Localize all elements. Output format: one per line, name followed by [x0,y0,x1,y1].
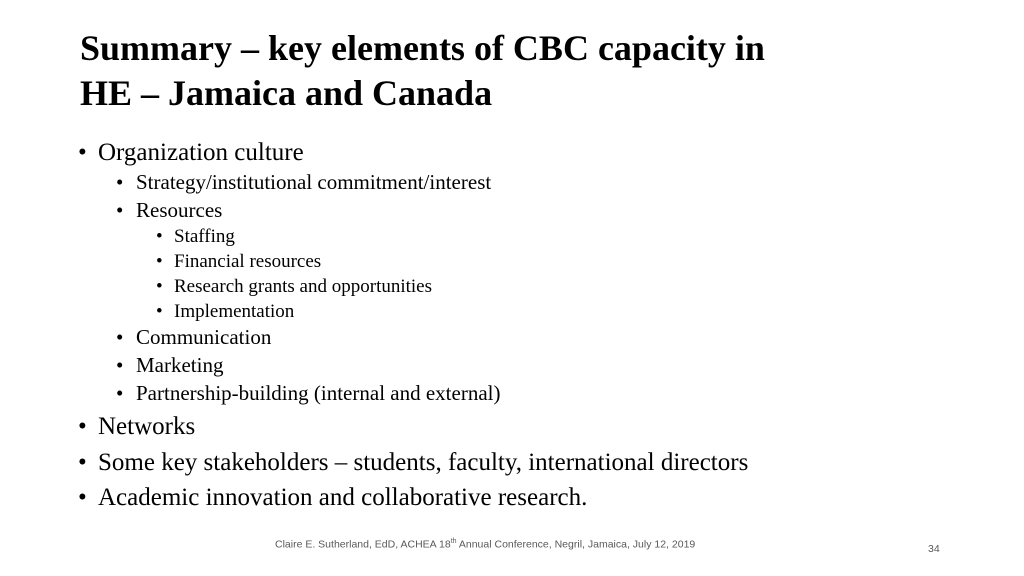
bullet-item [156,225,235,248]
bullet-marker: • [116,170,124,194]
bullet-marker: • [156,251,163,272]
slide-footer [275,538,755,551]
bullet-item [78,448,748,478]
bullet-text: Some key stakeholders – students, faculty, international directors [98,449,749,476]
bullet-marker: • [78,413,87,440]
bullet-item [116,380,500,406]
bullet-marker: • [116,381,124,405]
bullet-marker: • [156,301,163,322]
bullet-marker: • [116,198,124,222]
slide-title-line-1: Summary – key elements of CBC capacity in [80,28,765,68]
bullet-text: Research grants and opportunities [174,276,433,297]
bullet-item [78,138,304,168]
bullet-item [116,324,271,350]
bullet-marker: • [156,226,163,247]
bullet-item [78,483,587,513]
bullet-item [156,300,294,323]
bullet-text: Academic innovation and collaborative research. [98,484,588,511]
footer-ordinal-suffix: th [450,538,457,545]
bullet-item [156,250,321,273]
bullet-marker: • [78,484,87,511]
bullet-text: Networks [98,413,196,440]
slide-title [80,26,980,116]
bullet-text: Marketing [136,353,224,377]
bullet-marker: • [116,353,124,377]
bullet-item [156,275,432,298]
bullet-text: Implementation [174,301,295,322]
bullet-item [78,412,195,442]
bullet-text: Financial resources [174,251,322,272]
bullet-marker: • [116,325,124,349]
page-number: 34 [928,543,940,555]
bullet-item [116,169,491,195]
footer-text-start: Claire E. Sutherland, EdD, ACHEA 18 [275,538,451,551]
bullet-item [116,197,222,223]
bullet-text: Resources [136,198,223,222]
bullet-text: Communication [136,325,272,349]
slide-title-line-2: HE – Jamaica and Canada [80,73,493,113]
bullet-text: Partnership-building (internal and external) [136,381,501,405]
bullet-text: Organization culture [98,139,304,166]
bullet-text: Strategy/institutional commitment/interest [136,170,492,194]
footer-text-end: Annual Conference, Negril, Jamaica, July 12, 2019 [456,538,696,551]
bullet-marker: • [156,276,163,297]
bullet-marker: • [78,449,87,476]
bullet-item [116,352,223,378]
bullet-text: Staffing [174,226,235,247]
bullet-marker: • [78,139,87,166]
